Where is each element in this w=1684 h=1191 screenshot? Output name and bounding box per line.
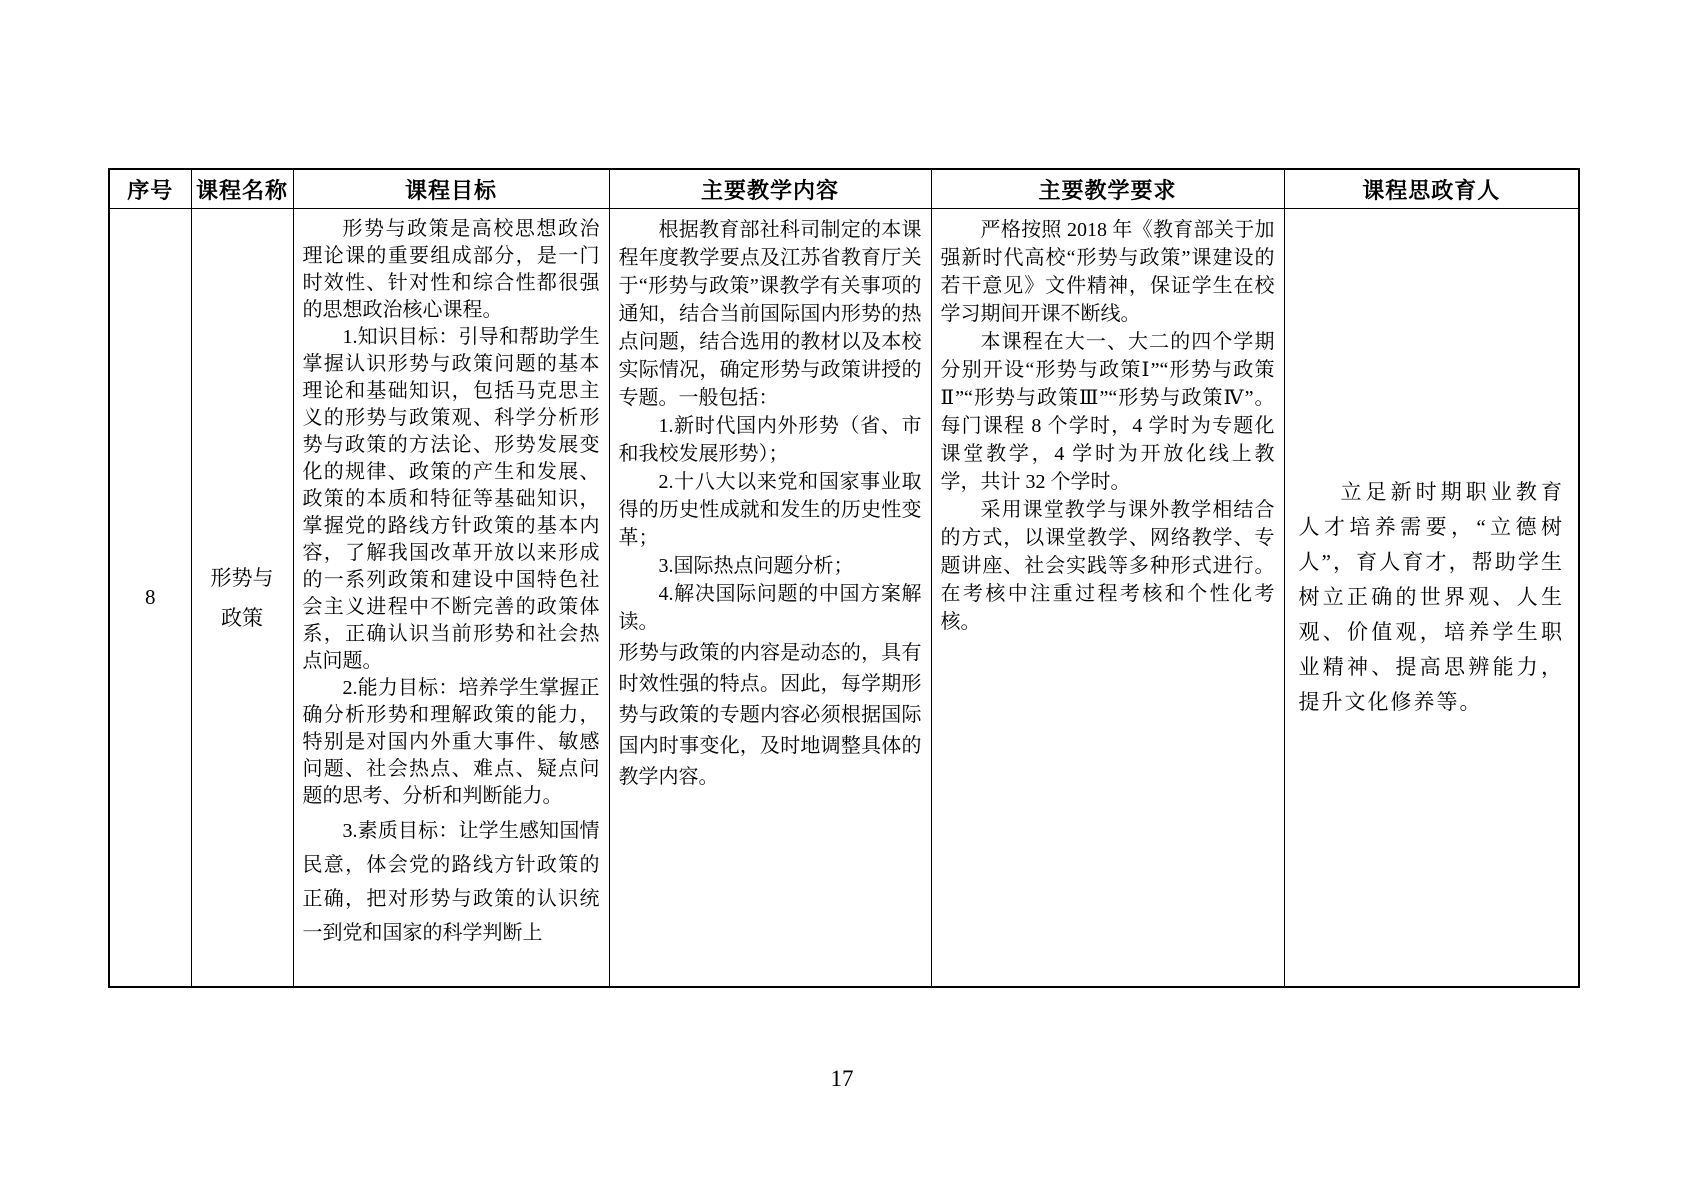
paragraph: 2.能力目标：培养学生掌握正确分析形势和理解政策的能力，特别是对国内外重大事件、敏感问题、社会热点、难点、疑点问题的思考、分析和判断能力。 — [302, 677, 600, 807]
course-table — [108, 168, 1580, 988]
col-header-ideology: 课程思政育人 — [1284, 169, 1579, 209]
paragraph: 形势与政策的内容是动态的，具有时效性强的特点。因此，每学期形势与政策的专题内容必须根据国际国内时事变化，及时地调整具体的教学内容。 — [618, 642, 922, 788]
col-header-requirements: 主要教学要求 — [931, 169, 1284, 209]
list-item: 4.解决国际问题的中国方案解读。 — [618, 583, 922, 633]
objectives-text-block — [294, 209, 609, 950]
ideology-text-block — [1285, 475, 1579, 720]
cell-course-name — [191, 209, 293, 988]
cell-teaching-content — [609, 209, 931, 988]
cell-course-objectives — [293, 209, 609, 988]
paragraph: 严格按照 2018 年《教育部关于加强新时代高校“形势与政策”课建设的若干意见》文件精神，保证学生在校学习期间开课不断线。 — [940, 219, 1275, 325]
paragraph: 形势与政策是高校思想政治理论课的重要组成部分，是一门时效性、针对性和综合性都很强的思想政治核心课程。 — [302, 218, 600, 321]
course-name-text: 形势与政策 — [210, 565, 274, 630]
list-item: 2.十八大以来党和国家事业取得的历史性成就和发生的历史性变革； — [618, 471, 922, 549]
requirements-text-block — [932, 209, 1284, 636]
page-number: 17 — [830, 1066, 854, 1091]
paragraph: 1.知识目标：引导和帮助学生掌握认识形势与政策问题的基本理论和基础知识，包括马克思主义的形势与政策观、科学分析形势与政策的方法论、形势发展变化的规律、政策的产生和发展、政策的本质和特征等基础知识，掌握党的路线方针政策的基本内容，了解我国改革开放以来形成的一系列政策和建设中国特色社会主义进程中不断完善的政策体系，正确认识当前形势和社会热点问题。 — [302, 326, 600, 672]
col-header-seq: 序号 — [109, 169, 191, 209]
paragraph: 采用课堂教学与课外教学相结合的方式，以课堂教学、网络教学、专题讲座、社会实践等多种形式进行。在考核中注重过程考核和个性化考核。 — [940, 499, 1275, 633]
list-item: 1.新时代国内外形势（省、市和我校发展形势）； — [618, 415, 922, 465]
cell-teaching-requirements — [931, 209, 1284, 988]
list-item: 3.国际热点问题分析； — [658, 555, 854, 577]
col-header-content: 主要教学内容 — [609, 169, 931, 209]
header-row — [109, 169, 1579, 209]
col-header-objectives: 课程目标 — [293, 169, 609, 209]
paragraph: 根据教育部社科司制定的本课程年度教学要点及江苏省教育厅关于“形势与政策”课教学有关事项的通知，结合当前国际国内形势的热点问题，结合选用的教材以及本校实际情况，确定形势与政策讲授的专题。一般包括： — [618, 219, 922, 409]
paragraph: 本课程在大一、大二的四个学期分别开设“形势与政策Ⅰ”“形势与政策Ⅱ”“形势与政策Ⅲ”“形势与政策Ⅳ”。每门课程 8 个学时，4 学时为专题化课堂教学，4 学时为开放化线上教学，共计 32 个学时。 — [940, 331, 1275, 493]
paragraph: 立足新时期职业教育人才培养需要，“立德树人”，育人育才，帮助学生树立正确的世界观、人生观、价值观，培养学生职业精神、提高思辨能力，提升文化修养等。 — [1298, 480, 1564, 714]
content-text-block — [610, 209, 931, 793]
table-row — [109, 209, 1579, 988]
col-header-course-name: 课程名称 — [191, 169, 293, 209]
cell-seq-number: 8 — [109, 209, 191, 988]
cell-ideology-education — [1284, 209, 1579, 988]
paragraph: 3.素质目标：让学生感知国情民意，体会党的路线方针政策的正确，把对形势与政策的认识统一到党和国家的科学判断上 — [302, 820, 600, 944]
